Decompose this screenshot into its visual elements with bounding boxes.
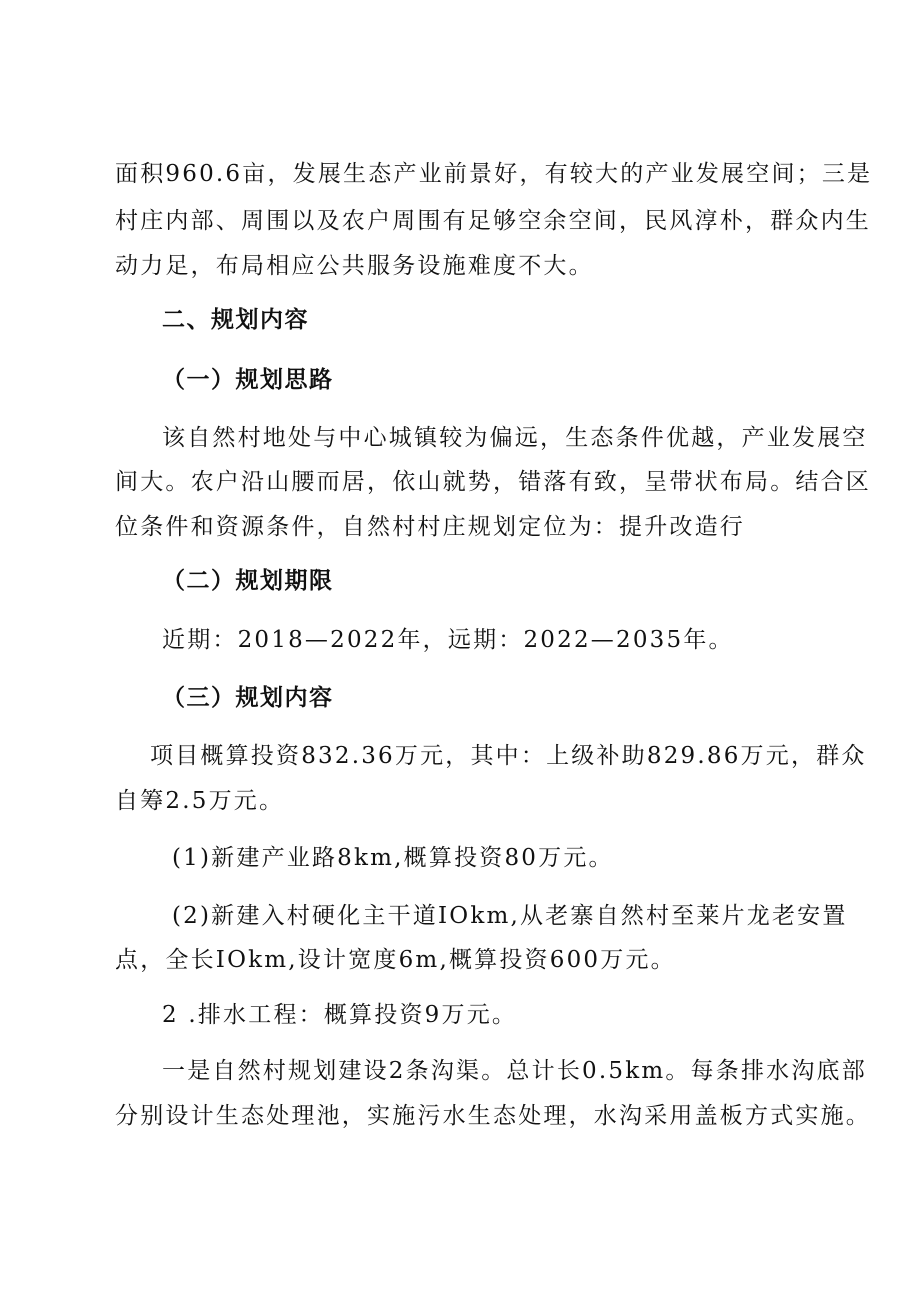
body-line-1: 面积960.6亩，发展生态产业前景好，有较大的产业发展空间；三是: [115, 161, 873, 187]
body-line-4: 该自然村地处与中心城镇较为偏远，生态条件优越，产业发展空: [162, 425, 868, 451]
section-heading-planning-content: 二、规划内容: [162, 307, 309, 333]
body-line-8: 项目概算投资832.36万元，其中：上级补助829.86万元，群众: [150, 743, 867, 769]
list-item-2: (2)新建入村硬化主干道IOkm,从老寨自然村至莱片龙老安置: [172, 903, 848, 929]
body-line-2: 村庄内部、周围以及农户周围有足够空余空间，民风淳朴，群众内生: [115, 208, 871, 234]
subsection-heading-planning-idea: （一）规划思路: [162, 367, 334, 393]
body-line-3: 动力足，布局相应公共服务设施难度不大。: [115, 253, 594, 279]
body-line-10: 2 .排水工程：概算投资9万元。: [162, 1002, 518, 1028]
list-item-2-continued: 点，全长IOkm,设计宽度6m,概算投资600万元。: [115, 947, 676, 973]
list-item-1: (1)新建产业路8km,概算投资80万元。: [172, 845, 614, 871]
body-line-7: 近期：2018—2022年，远期：2022—2035年。: [162, 627, 734, 653]
body-line-12: 分别设计生态处理池，实施污水生态处理，水沟采用盖板方式实施。: [115, 1103, 871, 1129]
subsection-heading-planning-period: （二）规划期限: [162, 568, 334, 594]
body-line-5: 间大。农户沿山腰而居，依山就势，错落有致，呈带状布局。结合区: [115, 469, 871, 495]
body-line-6: 位条件和资源条件，自然村村庄规划定位为：提升改造行: [115, 514, 745, 540]
body-line-11: 一是自然村规划建设2条沟渠。总计长0.5km。每条排水沟底部: [162, 1058, 867, 1084]
subsection-heading-planning-details: （三）规划内容: [162, 685, 334, 711]
body-line-9: 自筹2.5万元。: [115, 788, 285, 814]
